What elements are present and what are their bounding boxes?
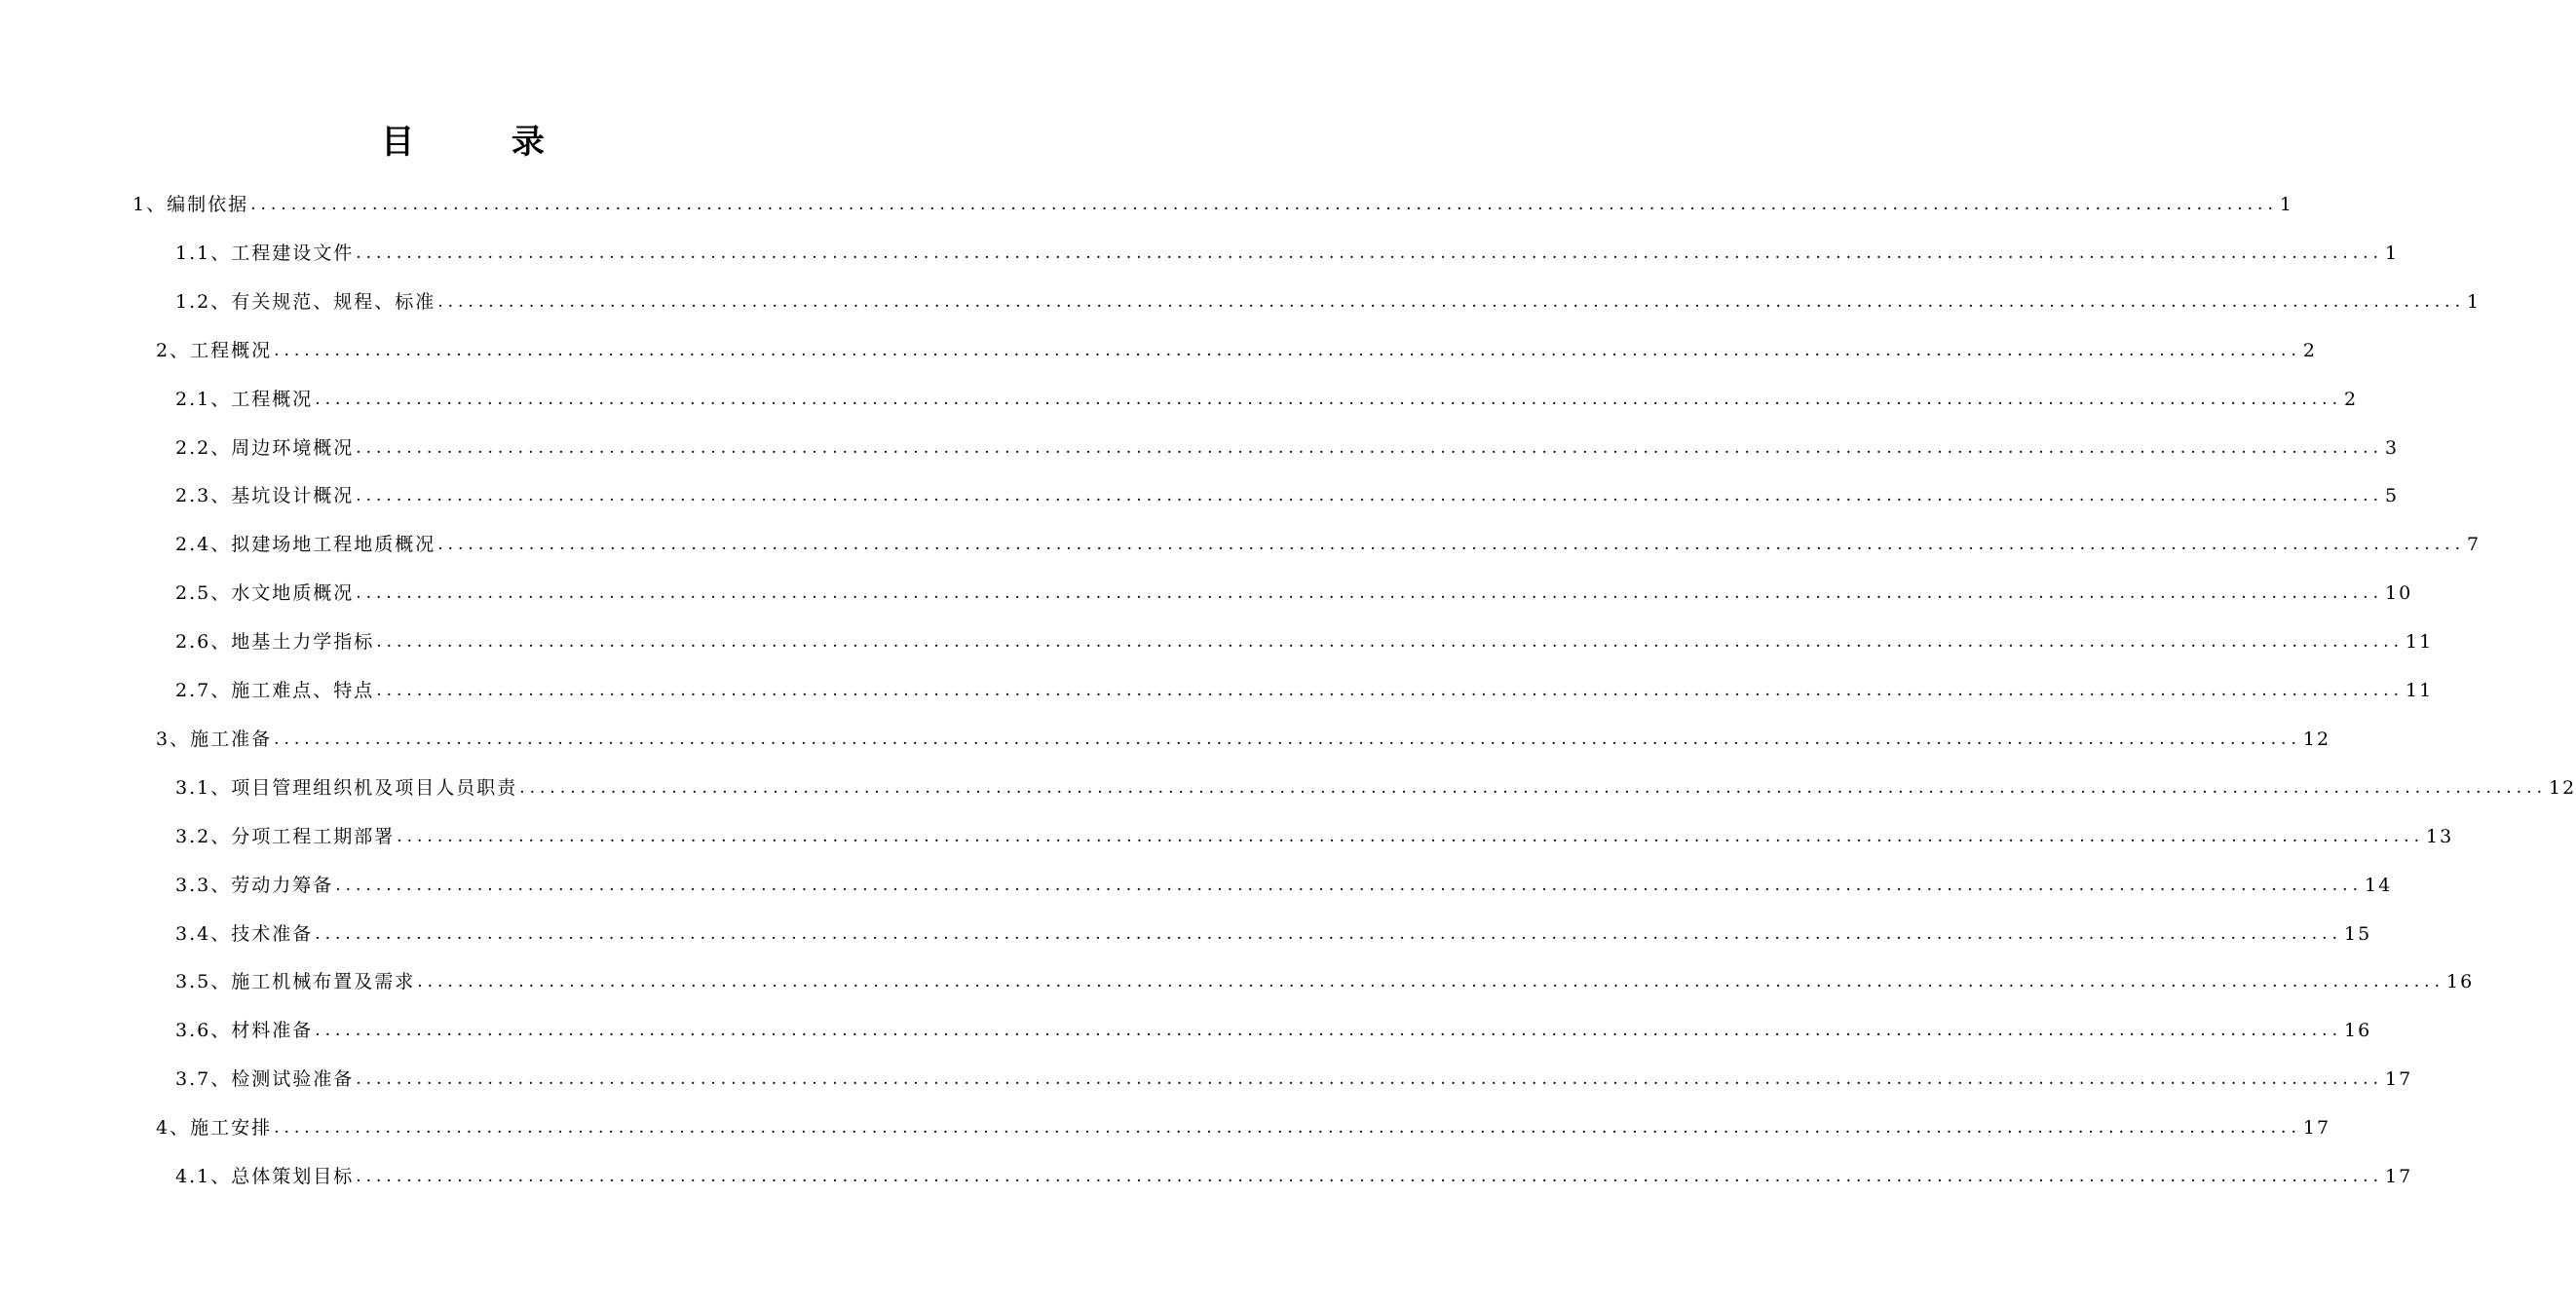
toc-leader-dots: ........................................................................................................................................................................................................	[397, 826, 2424, 846]
toc-entry[interactable]	[175, 817, 2454, 856]
toc-entry[interactable]	[175, 671, 2434, 710]
toc-entry[interactable]	[175, 622, 2434, 661]
toc-leader-dots: ........................................................................................................................................................................................................	[315, 1021, 2342, 1041]
toc-entry-page: 1	[2466, 290, 2481, 313]
toc-entry-label: 4、施工安排	[156, 1117, 273, 1140]
toc-entry-page: 2	[2302, 339, 2317, 361]
page-title: 目 录	[381, 123, 587, 162]
toc-leader-dots: ........................................................................................................................................................................................................	[417, 972, 2444, 992]
toc-leader-dots: ........................................................................................................................................................................................................	[356, 243, 2383, 263]
toc-entry-page: 16	[2343, 1020, 2372, 1042]
toc-entry[interactable]	[175, 429, 2400, 468]
toc-entry[interactable]	[175, 476, 2400, 515]
toc-entry-page: 15	[2343, 922, 2372, 945]
toc-entry[interactable]	[175, 915, 2372, 954]
toc-entry-label: 4.1、总体策划目标	[175, 1166, 355, 1187]
toc-entry-page: 10	[2384, 582, 2413, 605]
toc-entry[interactable]	[175, 380, 2359, 419]
toc-leader-dots: ........................................................................................................................................................................................................	[356, 1069, 2383, 1090]
toc-entry-label: 1.1、工程建设文件	[175, 242, 355, 264]
toc-entry-label: 2.6、地基土力学指标	[175, 631, 375, 654]
toc-leader-dots: ........................................................................................................................................................................................................	[519, 777, 2547, 798]
toc-entry[interactable]	[156, 1108, 2331, 1147]
toc-entry[interactable]	[175, 574, 2413, 613]
toc-entry-label: 3、施工准备	[156, 728, 273, 750]
toc-entry-page: 1	[2384, 242, 2400, 264]
toc-entry-page: 11	[2405, 680, 2434, 701]
toc-entry[interactable]	[175, 768, 2576, 807]
toc-entry-page: 12	[2302, 728, 2331, 750]
toc-entry-page: 16	[2445, 971, 2475, 993]
toc-entry-label: 3.2、分项工程工期部署	[175, 825, 396, 847]
toc-entry-page: 17	[2302, 1117, 2331, 1140]
toc-leader-dots: ........................................................................................................................................................................................................	[315, 389, 2342, 409]
toc-entry-label: 3.1、项目管理组织机及项目人员职责	[175, 776, 518, 799]
toc-entry-page: 3	[2384, 436, 2400, 459]
toc-entry-label: 2、工程概况	[156, 339, 273, 361]
toc-entry-label: 2.3、基坑设计概况	[175, 485, 355, 507]
toc-entry[interactable]	[175, 525, 2481, 564]
toc-leader-dots: ........................................................................................................................................................................................................	[356, 437, 2383, 458]
toc-entry[interactable]	[175, 234, 2400, 273]
toc-entry[interactable]	[175, 282, 2481, 321]
toc-leader-dots: ........................................................................................................................................................................................................	[356, 486, 2383, 506]
toc-entry-page: 5	[2384, 485, 2400, 507]
toc-entry-page: 14	[2364, 874, 2393, 896]
toc-entry-label: 2.5、水文地质概况	[175, 582, 355, 605]
toc-entry-label: 3.4、技术准备	[175, 922, 314, 945]
toc-entry-label: 3.6、材料准备	[175, 1020, 314, 1042]
toc-entry-label: 2.2、周边环境概况	[175, 436, 355, 459]
toc-entry-label: 3.7、检测试验准备	[175, 1068, 355, 1091]
toc-leader-dots: ........................................................................................................................................................................................................	[274, 1118, 2301, 1139]
toc-entry-page: 7	[2466, 534, 2481, 556]
toc-entry[interactable]	[175, 1060, 2413, 1099]
toc-entry[interactable]	[133, 185, 2293, 224]
toc-entry-page: 13	[2425, 825, 2454, 847]
toc-entry-page: 12	[2548, 776, 2576, 799]
toc-leader-dots: ........................................................................................................................................................................................................	[315, 923, 2342, 944]
toc-entry[interactable]	[156, 720, 2331, 759]
toc-entry-page: 2	[2343, 388, 2359, 410]
toc-entry-label: 3.3、劳动力筹备	[175, 874, 334, 896]
toc-entry[interactable]	[175, 1157, 2413, 1196]
toc-entry-label: 2.7、施工难点、特点	[175, 680, 375, 701]
toc-entry-page: 1	[2279, 194, 2293, 215]
toc-entry-page: 11	[2405, 631, 2434, 654]
toc-leader-dots: ........................................................................................................................................................................................................	[356, 1167, 2383, 1186]
toc-leader-dots: ........................................................................................................................................................................................................	[437, 291, 2465, 312]
toc-entry-label: 1.2、有关规范、规程、标准	[175, 290, 436, 313]
toc-entry-label: 2.1、工程概况	[175, 388, 314, 410]
toc-leader-dots: ........................................................................................................................................................................................................	[250, 195, 2278, 214]
toc-entry-page: 17	[2384, 1166, 2413, 1187]
toc-entry-page: 17	[2384, 1068, 2413, 1091]
toc-leader-dots: ........................................................................................................................................................................................................	[335, 875, 2363, 895]
toc-leader-dots: ........................................................................................................................................................................................................	[376, 632, 2404, 653]
toc-leader-dots: ........................................................................................................................................................................................................	[274, 340, 2301, 360]
toc-leader-dots: ........................................................................................................................................................................................................	[376, 681, 2404, 700]
toc-leader-dots: ........................................................................................................................................................................................................	[356, 583, 2383, 604]
toc-entry[interactable]	[175, 1011, 2372, 1050]
toc-entry[interactable]	[175, 962, 2475, 1001]
toc-leader-dots: ........................................................................................................................................................................................................	[274, 729, 2301, 749]
toc-leader-dots: ........................................................................................................................................................................................................	[437, 535, 2465, 555]
toc-entry-label: 2.4、拟建场地工程地质概况	[175, 534, 436, 556]
toc-entry-label: 1、编制依据	[133, 194, 249, 215]
toc-entry[interactable]	[175, 866, 2393, 905]
toc-entry-label: 3.5、施工机械布置及需求	[175, 971, 416, 993]
toc-entry[interactable]	[156, 331, 2317, 370]
